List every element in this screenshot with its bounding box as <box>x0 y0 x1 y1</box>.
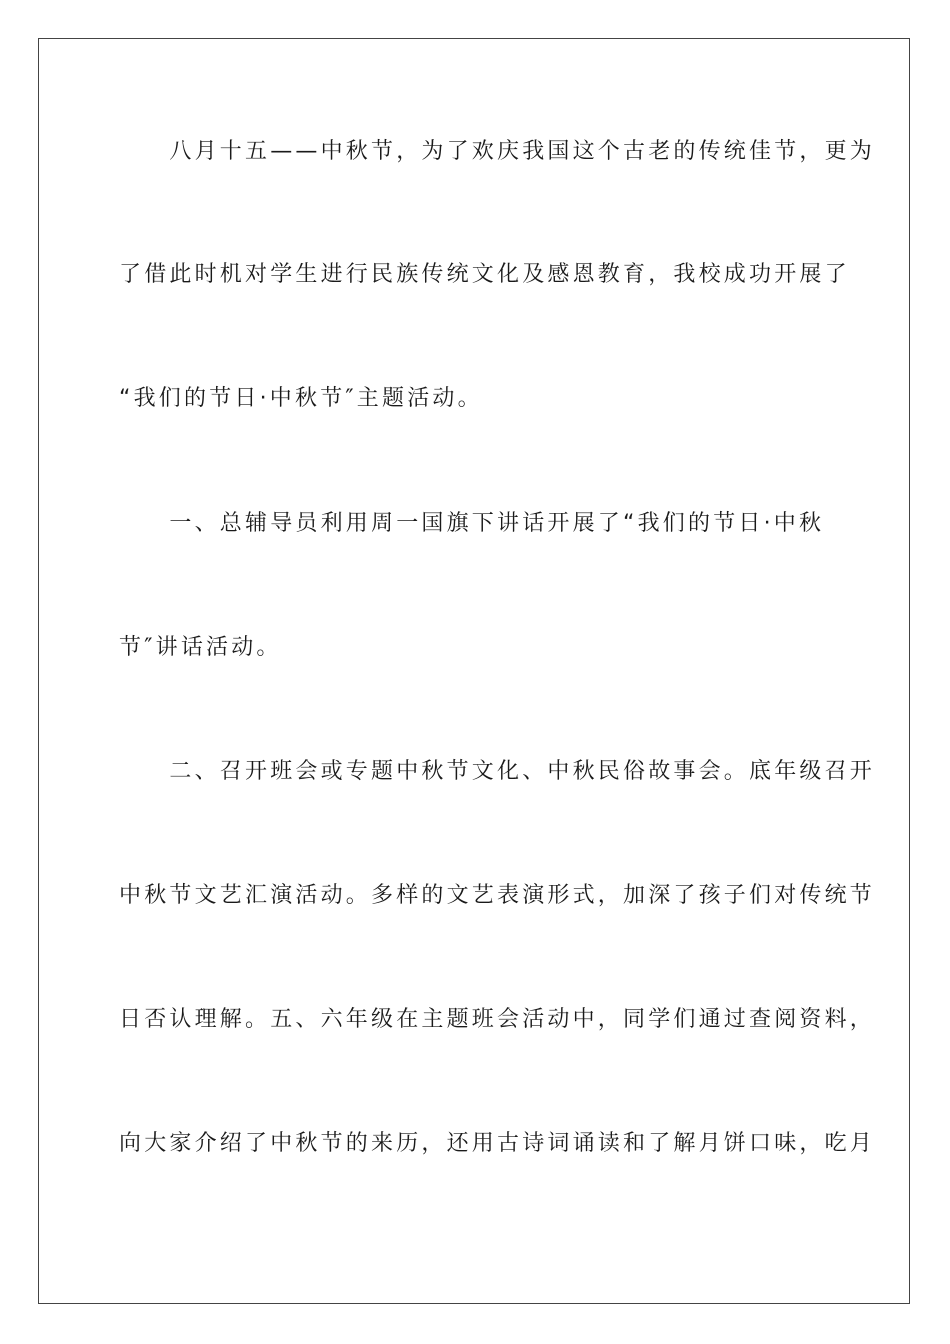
page-border <box>38 38 910 1304</box>
paragraph-3-line-2: 中秋节文艺汇演活动。多样的文艺表演形式，加深了孩子们对传统节 <box>119 883 876 908</box>
paragraph-3-line-4: 向大家介绍了中秋节的来历，还用古诗词诵读和了解月饼口味，吃月 <box>119 1131 876 1156</box>
paragraph-2-line-2: 节″讲话活动。 <box>119 635 282 660</box>
paragraph-3-line-1: 二、召开班会或专题中秋节文化、中秋民俗故事会。底年级召开 <box>119 759 876 784</box>
paragraph-1-line-1: 八月十五——中秋节，为了欢庆我国这个古老的传统佳节，更为 <box>119 139 876 164</box>
paragraph-1-line-3: “我们的节日·中秋节″主题活动。 <box>119 386 483 411</box>
paragraph-1-line-2: 了借此时机对学生进行民族传统文化及感恩教育，我校成功开展了 <box>119 262 850 287</box>
paragraph-2-line-1: 一、总辅导员利用周一国旗下讲话开展了“我们的节日·中秋 <box>119 511 825 536</box>
paragraph-3-line-3: 日否认理解。五、六年级在主题班会活动中，同学们通过查阅资料， <box>119 1007 876 1032</box>
